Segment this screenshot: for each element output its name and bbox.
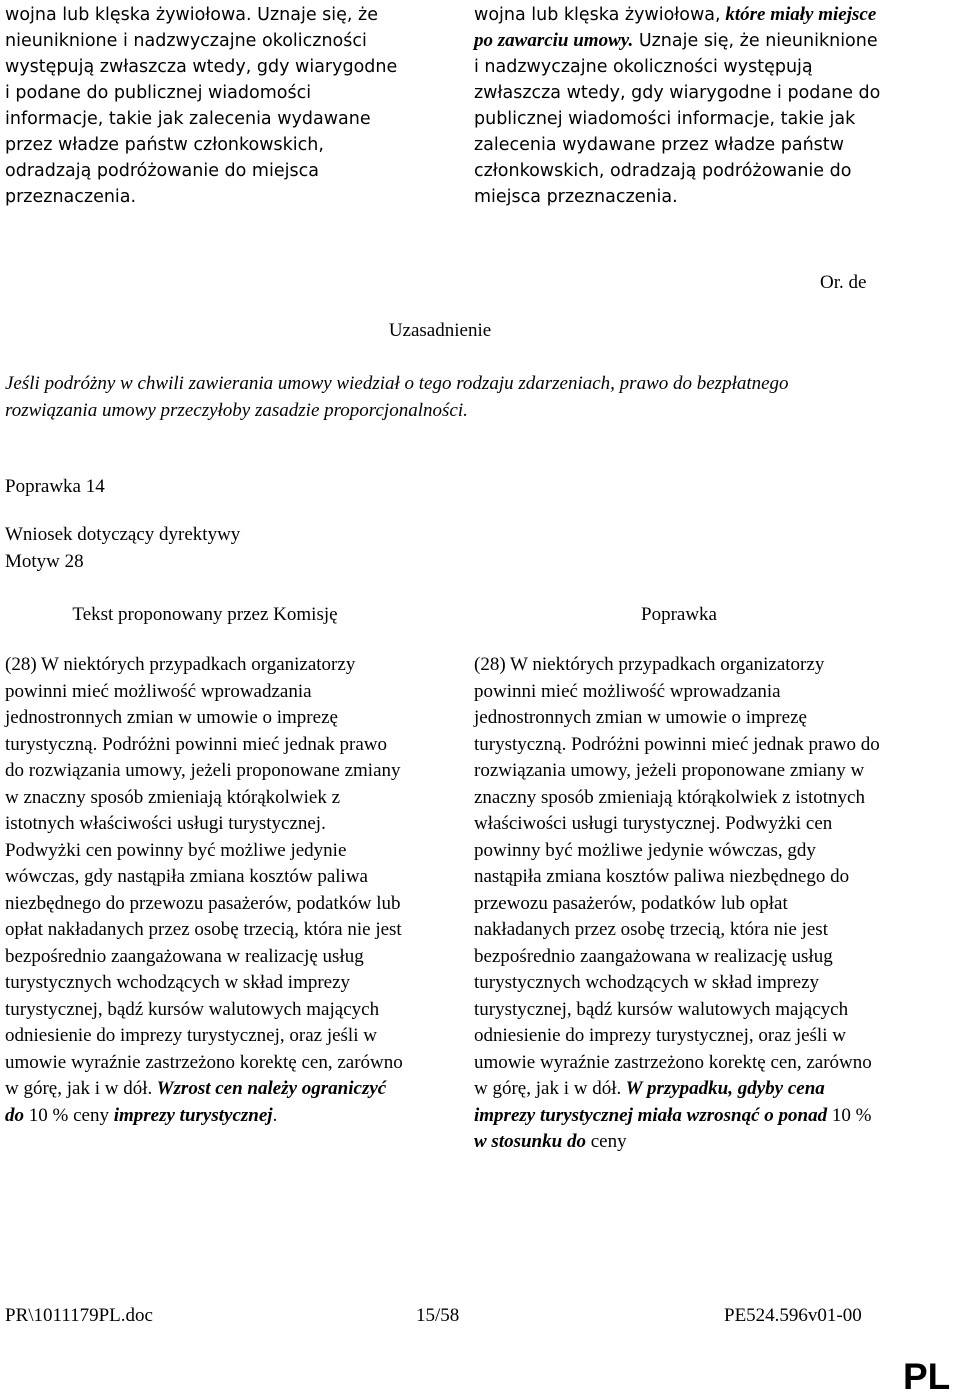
proposal-heading: Wniosek dotyczący dyrektywy bbox=[5, 524, 241, 545]
left-amendment-text bbox=[5, 652, 405, 1129]
top-right-prefix: wojna lub klęska żywiołowa, bbox=[474, 5, 721, 25]
left-body: (28) W niektórych przypadkach organizatorzy powinni mieć możliwość wprowadzania jednostronnych zmian w umowie o imprezę turystyczną. Podróżni powinni mieć jednak prawo do rozwiązania umowy, jeżeli proponowane zmiany w znaczny sposób zmieniają którąkolwiek z istotnych właściwości usługi turystycznej. Podwyżki cen powinny być możliwe jedynie wówczas, gdy nastąpiła zmiana kosztów paliwa niezbędnego do przewozu pasażerów, podatków lub opłat nakładanych przez osobę trzecią, która nie jest bezpośrednio zaangażowana w realizację usług turystycznych wchodzących w skład imprezy turystycznej, bądź kursów walutowych mających odniesienie do imprezy turystycznej, oraz jeśli w umowie wyraźnie zastrzeżono korektę cen, zarówno w górę, jak i w dół. bbox=[5, 654, 403, 1099]
top-right-paragraph bbox=[474, 2, 884, 210]
right-amendment-text bbox=[474, 652, 884, 1156]
recital-heading: Motyw 28 bbox=[5, 551, 84, 572]
right-emphasis-2: w stosunku do bbox=[474, 1131, 586, 1152]
left-column-header: Tekst proponowany przez Komisję bbox=[72, 604, 338, 625]
right-column-header: Poprawka bbox=[641, 604, 717, 625]
top-right-emphasis: które miały miejsce po zawarciu umowy. bbox=[474, 4, 877, 51]
justification-text: Jeśli podróżny w chwili zawierania umowy wiedział o tego rodzaju zdarzeniach, prawo do bezpłatnego rozwiązania umowy przeczyłoby zasadzie proporcjonalności. bbox=[5, 373, 789, 421]
top-left-paragraph bbox=[5, 2, 405, 210]
top-right-rest: Uznaje się, że nieuniknione i nadzwyczajne okoliczności występują zwłaszcza wtedy, gdy wiarygodne i podane do publicznej wiadomości informacje, takie jak zalecenia wydawane przez władze państw członkowskich, odradzają podróżowanie do miejsca przeznaczenia. bbox=[474, 31, 881, 207]
footer-doc-name: PR\1011179PL.doc bbox=[5, 1305, 153, 1326]
right-end: ceny bbox=[585, 1131, 627, 1152]
left-end: . bbox=[272, 1104, 278, 1126]
left-emphasis-1: Wzrost cen należy ograniczyć do bbox=[5, 1078, 387, 1126]
left-emphasis-2: imprezy turystycznej bbox=[108, 1104, 273, 1126]
right-body: (28) W niektórych przypadkach organizatorzy powinni mieć możliwość wprowadzania jednostronnych zmian w umowie o imprezę turystyczną. Podróżni powinni mieć jednak prawo do rozwiązania umowy, jeżeli proponowane zmiany w znaczny sposób zmieniają którąkolwiek z istotnych właściwości usługi turystycznej. Podwyżki cen powinny być możliwe jedynie wówczas, gdy nastąpiła zmiana kosztów paliwa niezbędnego do przewozu pasażerów, podatków lub opłat nakładanych przez osobę trzecią, która nie jest bezpośrednio zaangażowana w realizację usług turystycznych wchodzących w skład imprezy turystycznej, bądź kursów walutowych mających odniesienie do imprezy turystycznej, oraz jeśli w umowie wyraźnie zastrzeżono korektę cen, zarówno w górę, jak i w dół. bbox=[474, 654, 880, 1099]
top-left-text: wojna lub klęska żywiołowa. Uznaje się, że nieuniknione i nadzwyczajne okoliczności występują zwłaszcza wtedy, gdy wiarygodne i podane do publicznej wiadomości informacje, takie jak zalecenia wydawane przez władze państw członkowskich, odradzają podróżowanie do miejsca przeznaczenia. bbox=[5, 5, 398, 207]
amendment-title: Poprawka 14 bbox=[5, 476, 105, 497]
left-middle: 10 % ceny bbox=[24, 1104, 109, 1126]
footer-page-number: 15/58 bbox=[416, 1305, 460, 1326]
justification-heading: Uzasadnienie bbox=[388, 320, 492, 341]
right-emphasis-1: W przypadku, gdyby cena imprezy turystycznej miała wzrosnąć o ponad bbox=[474, 1078, 828, 1126]
right-middle: 10 % bbox=[827, 1104, 872, 1126]
footer-language-code: PL bbox=[903, 1356, 951, 1397]
footer-reference: PE524.596v01-00 bbox=[724, 1305, 862, 1326]
origin-language: Or. de bbox=[820, 272, 867, 293]
